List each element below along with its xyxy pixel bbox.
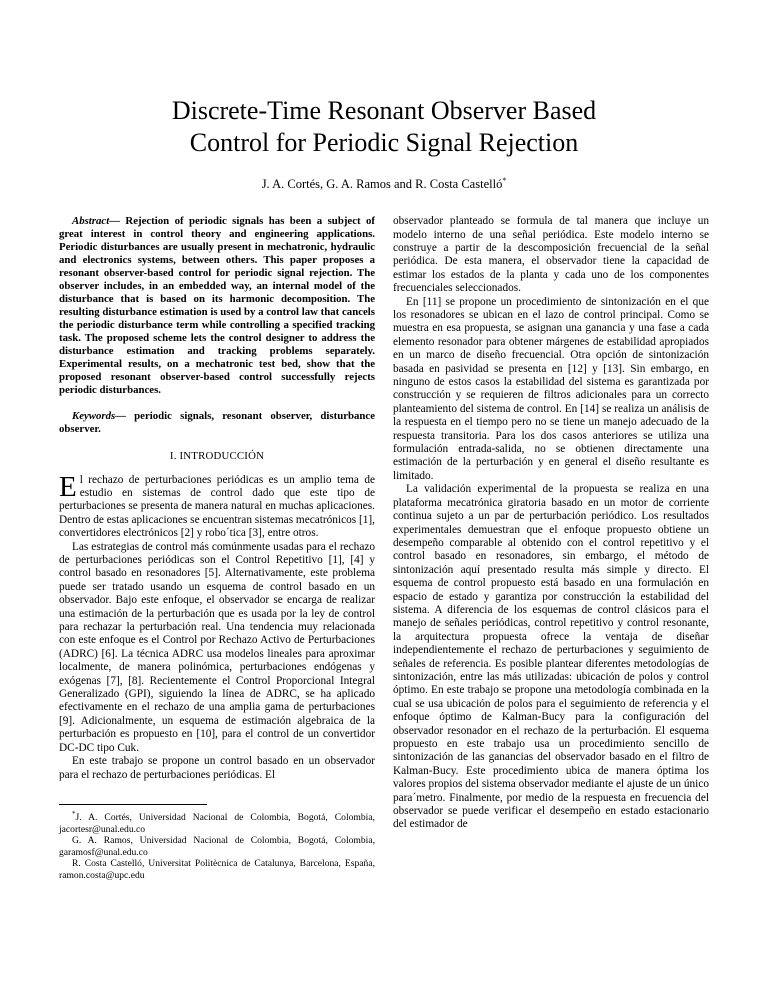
section-heading-introduction: I. INTRODUCCIÓN [169, 450, 265, 463]
paragraph-intro-2: Las estrategias de control más comúnmente usadas para el rechazo de perturbaciones periódicas son el Control Repetitivo [1], [4] y control basado en resonadores [5]. Alternativamente, este problema puede ser tratado usando un esquema de control basado en un observador. Bajo este enfoque, el observador se encarga de realizar una estimación de la perturbación que es usada por la ley de control para rechazar la perturbación real. Una tendencia muy relacionada con este enfoque es el Control por Rechazo Activo de Perturbaciones (ADRC) [6]. La técnica ADRC usa modelos lineales para aproximar localmente, de manera polinómica, perturbaciones endógenas y exógenas [7], [8]. Recientemente el Control Proporcional Integral Generalizado (GPI), siguiendo la línea de ADRC, se ha aplicado efectivamente en el rechazo de una amplia gama de perturbaciones [9]. Adicionalmente, un esquema de estimación algebraica de la perturbación es propuesto en [10], para el control de un convertidor DC-DC tipo Cuk. [59, 540, 375, 754]
paragraph-intro-1 [59, 470, 375, 541]
paragraph-text: l rechazo de perturbaciones periódicas es un amplio tema de estudio en sistemas de control dado que este tipo de perturbaciones se presenta de manera natural en muchas aplicaciones. Dentro de estas aplicaciones se encuentran sistemas mecatrónicos [1], convertidores electrónicos [2] y robo´tica [3], entre otros. [59, 473, 375, 540]
left-column [59, 215, 375, 882]
paper-title-line1: Discrete-Time Resonant Observer Based [171, 96, 597, 125]
paragraph-intro-3: En este trabajo se propone un control basado en un observador para el rechazo de perturbaciones periódicas. El [59, 755, 375, 781]
paragraph-right-2: En [11] se propone un procedimiento de sintonización en el que los resonadores se ubican en el lazo de control principal. Como se muestra en esa propuesta, se asignan una ganancia y una fase a cada elemento resonador para obtener márgenes de estabilidad apropiados en un marco de diseño frecuencial. Otra opción de sintonización basada en pasividad se presenta en [12] y [13]. Sin embargo, en ninguno de estos casos la estabilidad del sistema es garantizada por construcción y se requieren de filtros adicionales para un correcto planteamiento del sistema de control. En [14] se realiza un análisis de la respuesta en el tiempo pero no se tiene un manejo adecuado de la respuesta transitoria. Para los dos casos anteriores se utiliza una formulación entrada-salida, no se obtienen directamente una estimación de la perturbación y en general el diseño resultante es limitado. [393, 295, 709, 482]
keywords-text: periodic signals, resonant observer, disturbance observer. [59, 410, 375, 436]
footnote-mark: * [72, 809, 76, 818]
abstract-text: Rejection of periodic signals has been a subject of great interest in control theory and engineering applications. Periodic disturbances are usually present in mechatronic, hydraulic and electronics systems, between others. This paper proposes a resonant observer-based control for periodic signal rejection. The observer includes, in an embedded way, an internal model of the disturbance that is based on its harmonic decomposition. The resulting disturbance estimation is used by a control law that cancels the periodic disturbance term while controlling a specified tracking task. The proposed scheme lets the control designer to address the disturbance estimation and tracking problems separately. Experimental results, on a mechatronic test bed, show that the proposed resonant observer-based control successfully rejects periodic disturbances. [59, 215, 375, 397]
footnote-line-2: G. A. Ramos, Universidad Nacional de Colombia, Bogotá, Colombia, garamosf@unal.edu.co [59, 835, 375, 858]
keywords [59, 410, 375, 436]
footnote-text-1: J. A. Cortés, Universidad Nacional de Colombia, Bogotá, Colombia, jacortesr@unal.edu.co [59, 812, 375, 835]
authors-text: J. A. Cortés, G. A. Ramos and R. Costa Castelló [261, 177, 503, 192]
paper-title [59, 95, 709, 159]
dropcap: E [59, 470, 77, 503]
keywords-label: Keywords— [72, 410, 126, 423]
right-column [393, 215, 709, 882]
footnote [59, 804, 375, 882]
footnote-rule [59, 804, 207, 805]
paragraph-right-1: observador planteado se formula de tal manera que incluye un modelo interno de una señal periódica. Este modelo interno se construye a partir de la descomposición frecuencial de la señal periódica. De esta manera, el observador tiene la capacidad de estimar los estados de la planta y cada uno de los componentes frecuenciales seleccionados. [393, 215, 709, 295]
paper-title-line2: Control for Periodic Signal Rejection [189, 128, 579, 157]
authors-footnote-mark: * [502, 176, 507, 185]
paper-header [59, 95, 709, 192]
abstract-label: Abstract— [72, 215, 120, 228]
footnote-line-3: R. Costa Castelló, Universitat Politècnica de Catalunya, Barcelona, España, ramon.costa@upc.edu [59, 858, 375, 882]
two-column-body [59, 215, 709, 882]
paper-authors [59, 176, 709, 192]
paragraph-right-3: La validación experimental de la propuesta se realiza en una plataforma mecatrónica giratoria basado en un motor de corriente continua sujeto a un par de perturbación periódico. Los resultados experimentales demuestran que el enfoque propuesto obtiene un desempeño comparable al obtenido con el control repetitivo y el control basado en resonadores, sin embargo, el método de sintonización aquí presentado resulta más simple y directo. El esquema de control propuesto está basado en una formulación en espacio de estado y garantiza por construcción la estabilidad del sistema. A diferencia de los esquemas de control clásicos para el manejo de señales periódicas, control repetitivo y control resonante, la arquitectura propuesta ofrece la ventaja de diseñar independientemente el rechazo de perturbaciones y seguimiento de señales de referencia. Es posible plantear diferentes metodologías de sintonización, entre las más utilizadas: ubicación de polos y control óptimo. En este trabajo se propone una metodología combinada en la cual se usa ubicación de polos para el seguimiento de referencia y el enfoque óptimo de Kalman-Bucy para la configuración del observador resonador en el rechazo de la perturbación. El esquema propuesto en este trabajo usa un procedimiento sencillo de sintonización de las ganancias del observador basado en el filtro de Kalman-Bucy. Este procedimiento ubica de manera óptima los valores propios del sistema observador mediante el ajuste de un único para´metro. Finalmente, por medio de la respuesta en frecuencia del observador se puede verificar el desempeño en estado estacionario del estimador de [393, 483, 709, 831]
abstract [59, 215, 375, 397]
footnote-line-1 [59, 809, 375, 835]
